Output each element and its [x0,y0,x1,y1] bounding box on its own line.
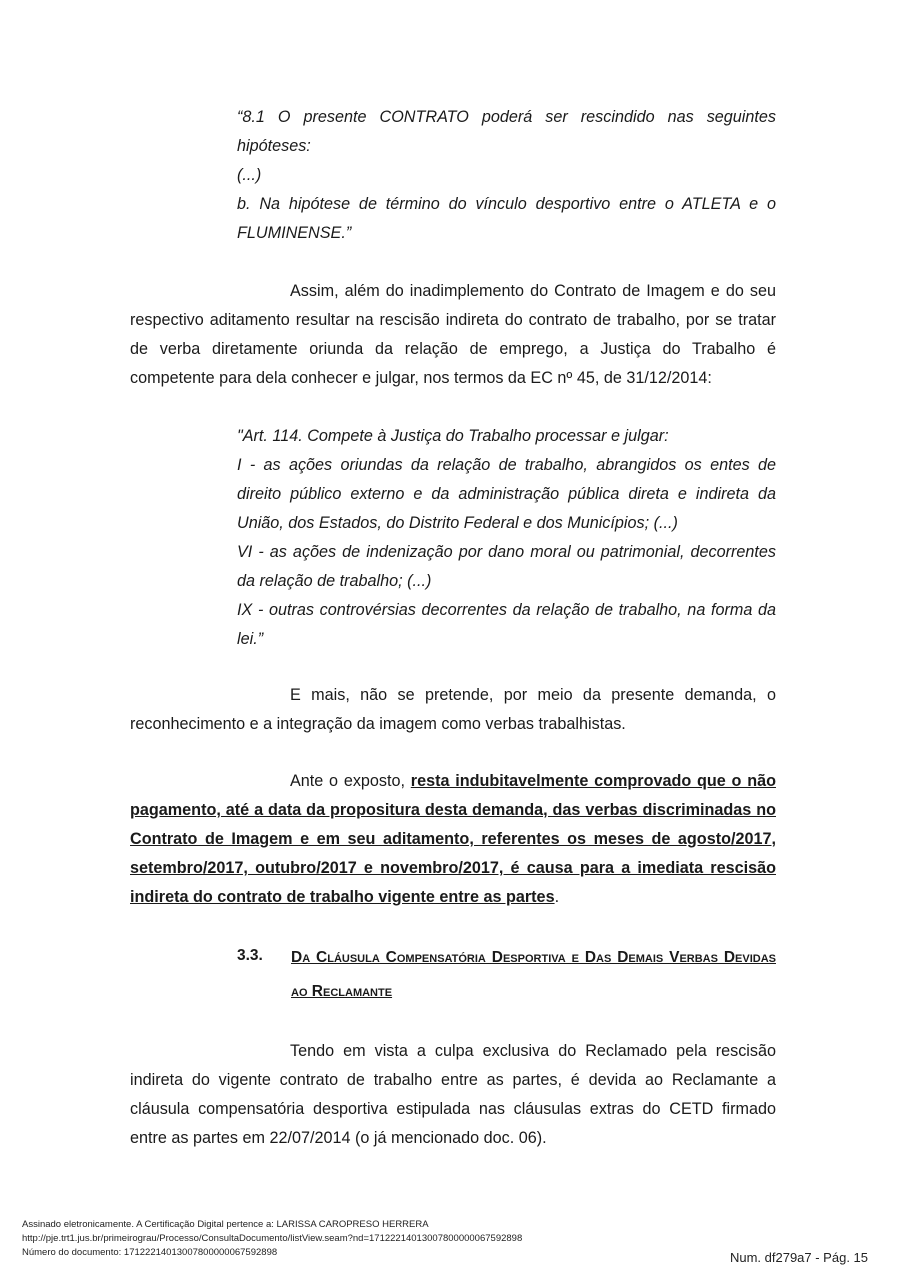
contract-clause-quote [237,103,776,248]
quote-line: IX - outras controvérsias decorrentes da relação de trabalho, na forma da lei.” [237,601,776,648]
paragraph-competence [130,277,776,393]
quote-line: "Art. 114. Compete à Justiça do Trabalho processar e julgar: [237,427,669,445]
page-number: Num. df279a7 - Pág. 15 [729,1250,868,1265]
constitution-quote [237,422,776,654]
signature-line: Assinado eletronicamente. A Certificação Digital pertence a: LARISSA CAROPRESO HERRERA [22,1219,429,1230]
paragraph-text: Assim, além do inadimplemento do Contrato de Imagem e do seu respectivo aditamento resultar na rescisão indireta do contrato de trabalho, por se tratar de verba diretamente oriunda da relação de emprego, a Justiça do Trabalho é competente para dela conhecer e julgar, nos termos da EC nº 45, de 31/12/2014: [130,282,776,387]
emphasis-text: resta indubitavelmente comprovado que o não pagamento, até a data da propositura desta demanda, das verbas discriminadas no Contrato de Imagem e em seu aditamento, referentes os meses de agosto/2017, setembro/2017, outubro/2017 e novembro/2017, é causa para a imediata rescisão indireta do contrato de trabalho vigente entre as partes [130,772,776,906]
paragraph-end: . [554,888,560,906]
paragraph-text: E mais, não se pretende, por meio da presente demanda, o reconhecimento e a integração da imagem como verbas trabalhistas. [130,686,776,733]
quote-line: b. Na hipótese de término do vínculo desportivo entre o ATLETA e o FLUMINENSE.” [237,195,776,242]
paragraph-image [130,681,776,739]
paragraph-text: Tendo em vista a culpa exclusiva do Reclamado pela rescisão indireta do vigente contrato de trabalho entre as partes, é devida ao Reclamante a cláusula compensatória desportiva estipulada nas cláusulas extras do CETD firmado entre as partes em 22/07/2014 (o já mencionado doc. 06). [130,1042,776,1147]
signature-footer [22,1218,522,1260]
section-title: Da Cláusula Compensatória Desportiva e Das Demais Verbas Devidas ao Reclamante [291,949,776,1000]
paragraph-conclusion [130,767,776,912]
quote-line: I - as ações oriundas da relação de trabalho, abrangidos os entes de direito público externo e da administração pública direta e indireta da União, dos Estados, do Distrito Federal e dos Municípios; (...) [237,456,776,532]
document-url[interactable]: http://pje.trt1.jus.br/primeirograu/Processo/ConsultaDocumento/listView.seam?nd=17122214013007800000067592898 [22,1233,523,1244]
document-number: Número do documento: 17122214013007800000067592898 [22,1247,278,1258]
quote-line: (...) [237,166,262,184]
quote-line: “8.1 O presente CONTRATO poderá ser rescindido nas seguintes hipóteses: [237,108,776,155]
paragraph-intro: Ante o exposto, [290,772,411,790]
paragraph-clause [130,1037,776,1153]
quote-line: VI - as ações de indenização por dano moral ou patrimonial, decorrentes da relação de trabalho; (...) [237,543,776,590]
section-number: 3.3. [237,947,263,964]
